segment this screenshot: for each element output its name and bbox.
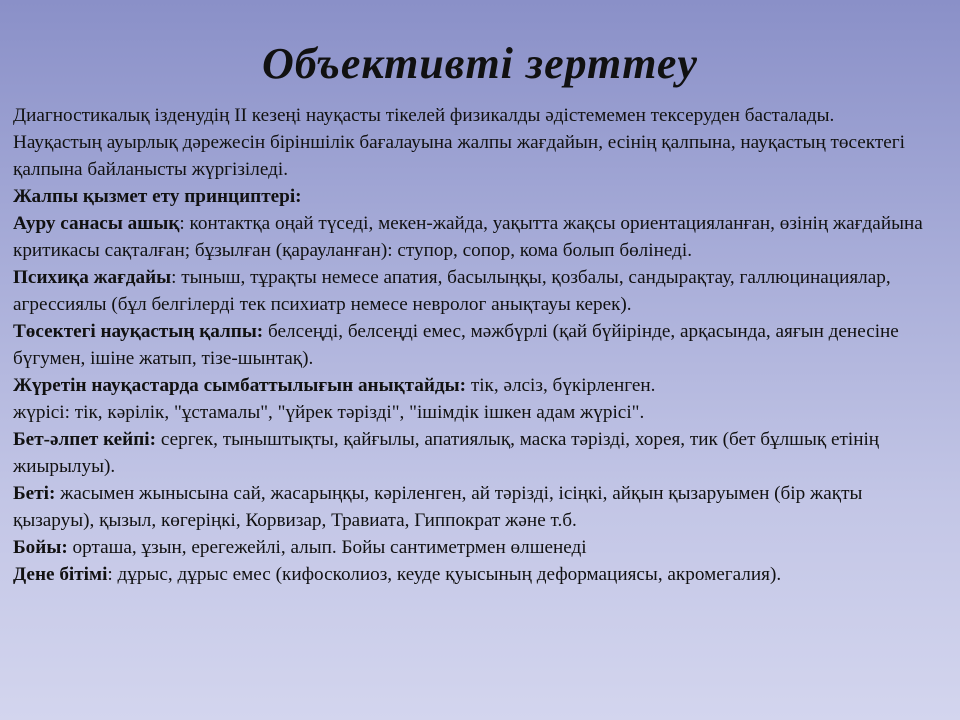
text-consciousness: : контактқа оңай түседі, мекен-жайда, уақытта жақсы ориентацияланған, өзінің жағдайына критикасы сақталған; бұзылған (қарауланған): ступор, сопор, кома болып бөлінеді. bbox=[13, 213, 923, 261]
paragraph-assessment: Науқастың ауырлық дәрежесін біріншілік бағалауына жалпы жағдайын, есінің қалпына, науқастың төсектегі қалпына байланысты жүргізіледі. bbox=[13, 132, 905, 180]
text-height: орташа, ұзын, ерегежейлі, алып. Бойы сантиметрмен өлшенеді bbox=[67, 537, 587, 558]
paragraph-face bbox=[13, 480, 948, 534]
paragraph-consciousness bbox=[13, 210, 948, 264]
term-body-build: Дене бітімі bbox=[13, 564, 108, 585]
paragraph-body-build bbox=[13, 561, 948, 588]
section-heading-principles: Жалпы қызмет ету принциптері: bbox=[13, 186, 302, 207]
text-bed-position: белсеңді, белсеңді емес, мәжбүрлі (қай бүйірінде, арқасында, аяғын денесіне бүгумен, ішіне жатып, тізе-шынтақ). bbox=[13, 321, 899, 369]
paragraph-intro: Диагностикалық ізденудің II кезеңі науқасты тікелей физикалды әдістемемен тексеруден басталады. bbox=[13, 105, 835, 126]
text-facial-expression: сергек, тыныштықты, қайғылы, апатиялық, маска тәрізді, хорея, тик (бет бұлшық етінің жиырылуы). bbox=[13, 429, 880, 477]
text-face: жасымен жынысына сай, жасарыңқы, кәріленген, ай тәрізді, ісіңкі, айқын қызаруымен (бір жақты қызаруы), қызыл, көгеріңкі, Корвизар, Травиата, Гиппократ және т.б. bbox=[13, 483, 863, 531]
term-face: Беті: bbox=[13, 483, 56, 504]
term-psyche: Психиқа жағдайы bbox=[13, 267, 172, 288]
paragraph-psyche bbox=[13, 264, 948, 318]
term-consciousness: Ауру санасы ашық bbox=[13, 213, 180, 234]
term-posture: Жүретін науқастарда сымбаттылығын анықтайды: bbox=[13, 375, 467, 396]
paragraph-facial-expression bbox=[13, 426, 948, 480]
paragraph-height bbox=[13, 534, 948, 561]
text-psyche: : тыныш, тұрақты немесе апатия, басылыңқы, қозбалы, сандырақтау, галлюцинациялар, агрессиялы (бұл белгілерді тек психиатр немесе невролог анықтауы керек). bbox=[13, 267, 891, 315]
text-body-build: : дұрыс, дұрыс емес (кифосколиоз, кеуде қуысының деформациясы, акромегалия). bbox=[107, 564, 782, 585]
slide-body bbox=[13, 102, 948, 588]
paragraph-posture bbox=[13, 372, 948, 399]
term-height: Бойы: bbox=[13, 537, 68, 558]
term-bed-position: Төсектегі науқастың қалпы: bbox=[13, 321, 264, 342]
paragraph-bed-position bbox=[13, 318, 948, 372]
text-posture: тік, әлсіз, бүкірленген. bbox=[466, 375, 656, 396]
paragraph-gait: жүрісі: тік, кәрілік, "ұстамалы", "үйрек тәрізді", "ішімдік ішкен адам жүрісі". bbox=[13, 402, 645, 423]
slide-title: Объективті зерттеу bbox=[262, 39, 698, 88]
term-facial-expression: Бет-әлпет кейпі: bbox=[13, 429, 157, 450]
